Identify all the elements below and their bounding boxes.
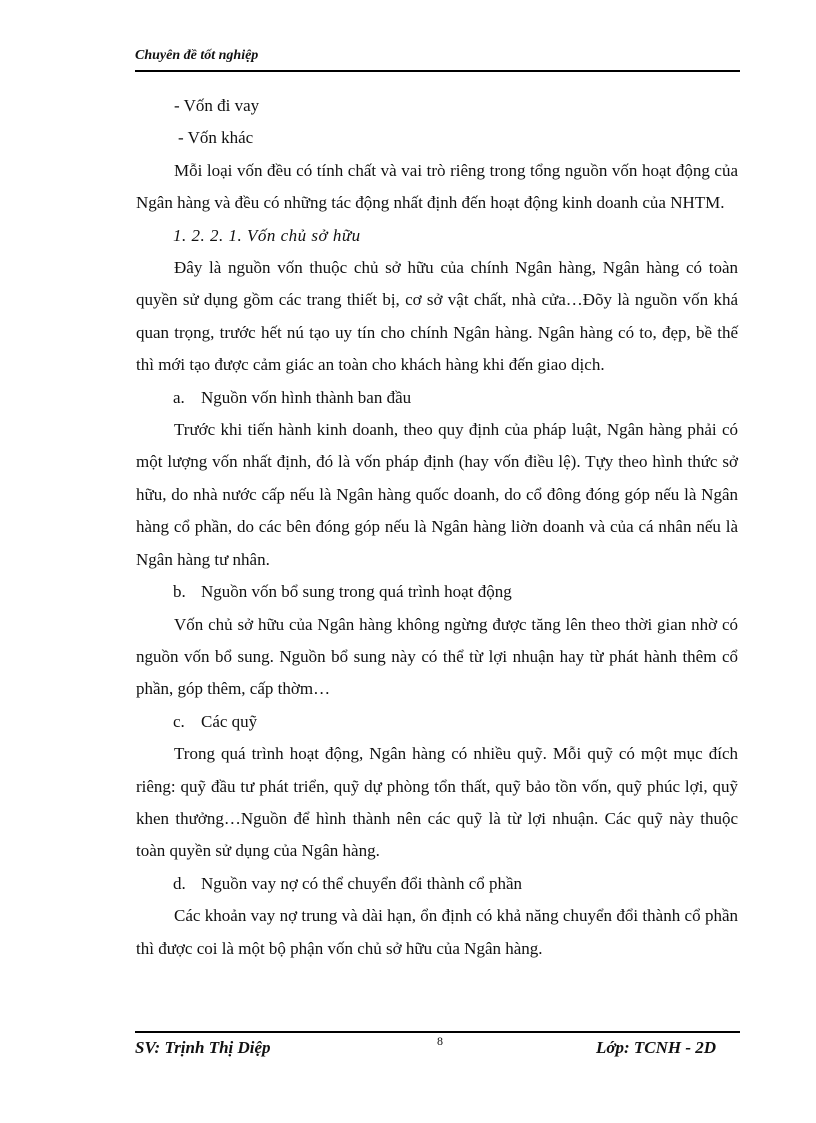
header-divider bbox=[135, 70, 740, 72]
document-body bbox=[136, 90, 738, 965]
footer-divider bbox=[135, 1031, 740, 1033]
page-header-title: Chuyên đề tốt nghiệp bbox=[135, 48, 259, 63]
lettered-heading-text: Nguồn vốn bổ sung trong quá trình hoạt động bbox=[201, 582, 512, 602]
list-letter: a. bbox=[173, 387, 185, 407]
paragraph: Trong quá trình hoạt động, Ngân hàng có nhiều quỹ. Mỗi quỹ có một mục đích riêng: quỹ đầu tư phát triển, quỹ dự phòng tổn thất, quỹ bảo tồn vốn, quỹ phúc lợi, quỹ khen thưởng…Nguồn để hình thành nên các quỹ là từ lợi nhuận. Các quỹ này thuộc toàn quyền sử dụng của Ngân hàng. bbox=[136, 744, 738, 861]
lettered-heading-c bbox=[136, 706, 738, 738]
list-letter: d. bbox=[173, 873, 186, 893]
lettered-heading-text: Các quỹ bbox=[201, 711, 258, 731]
paragraph: Các khoản vay nợ trung và dài hạn, ổn định có khả năng chuyển đổi thành cổ phần thì được coi là một bộ phận vốn chủ sở hữu của Ngân hàng. bbox=[136, 906, 738, 958]
lettered-heading-b bbox=[136, 576, 738, 608]
lettered-heading-a bbox=[136, 382, 738, 414]
footer-class: Lớp: TCNH - 2D bbox=[596, 1038, 717, 1057]
lettered-heading-d bbox=[136, 868, 738, 900]
section-heading: 1. 2. 2. 1. Vốn chủ sở hữu bbox=[173, 225, 361, 245]
list-item-other-capital: - Vốn khác bbox=[178, 128, 254, 148]
list-letter: c. bbox=[173, 711, 185, 731]
lettered-heading-text: Nguồn vốn hình thành ban đầu bbox=[201, 387, 412, 407]
lettered-heading-text: Nguồn vay nợ có thể chuyển đổi thành cổ phần bbox=[201, 873, 523, 893]
list-item-borrowed-capital: - Vốn đi vay bbox=[174, 96, 260, 115]
paragraph: Trước khi tiến hành kinh doanh, theo quy định của pháp luật, Ngân hàng phải có một lượng vốn nhất định, đó là vốn pháp định (hay vốn điều lệ). Tựy theo hình thức sở hữu, do nhà nước cấp nếu là Ngân hàng quốc doanh, do cổ đông đóng góp nếu là Ngân hàng cổ phần, do các bên đóng góp nếu là Ngân hàng liờn doanh và của cá nhân nếu là Ngân hàng tư nhân. bbox=[136, 420, 738, 569]
footer-student-name: SV: Trịnh Thị Diệp bbox=[135, 1038, 271, 1057]
page-number: 8 bbox=[437, 1034, 443, 1048]
paragraph: Mỗi loại vốn đều có tính chất và vai trò riêng trong tổng nguồn vốn hoạt động của Ngân hàng và đều có những tác động nhất định đến hoạt động kinh doanh của NHTM. bbox=[136, 160, 738, 213]
list-letter: b. bbox=[173, 582, 186, 602]
paragraph: Vốn chủ sở hữu của Ngân hàng không ngừng được tăng lên theo thời gian nhờ có nguồn vốn bổ sung. Nguồn bổ sung này có thể từ lợi nhuận hay từ phát hành thêm cổ phần, góp thêm, cấp thờm… bbox=[136, 614, 738, 699]
paragraph: Đây là nguồn vốn thuộc chủ sở hữu của chính Ngân hàng, Ngân hàng có toàn quyền sử dụng gồm các trang thiết bị, cơ sở vật chất, nhà cửa…Đõy là nguồn vốn khá quan trọng, trước hết nú tạo uy tín cho chính Ngân hàng. Ngân hàng có to, đẹp, bề thế thì mới tạo được cảm giác an toàn cho khách hàng khi đến giao dịch. bbox=[136, 258, 738, 375]
